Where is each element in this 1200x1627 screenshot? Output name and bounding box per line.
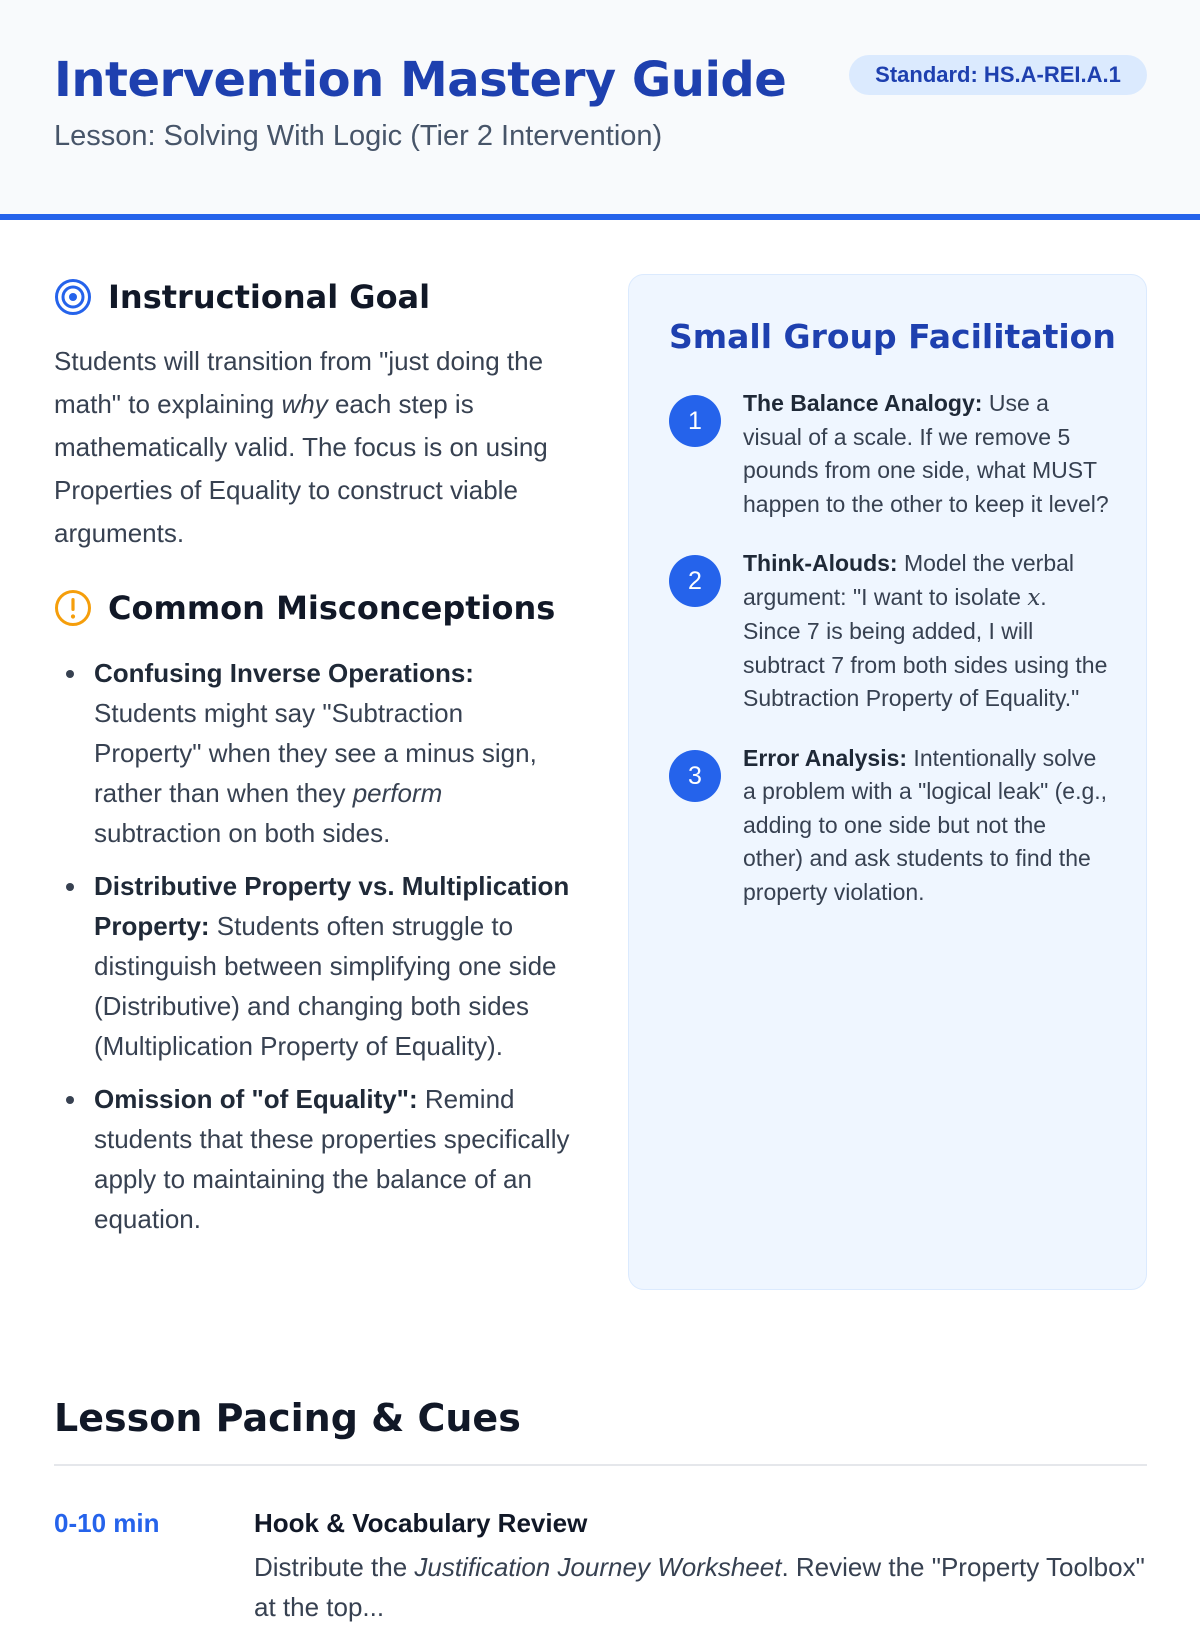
step-body: Use a visual of a scale. If we remove 5 pounds from one side, what MUST happen to the other to keep it level? — [743, 390, 1109, 517]
misconception-text: Students might say "Subtraction Property" when they see a minus sign, rather than when they — [94, 698, 537, 808]
list-item — [54, 653, 574, 853]
pacing-desc-part: Distribute the — [254, 1552, 415, 1582]
page-header — [0, 0, 1200, 220]
misconception-label: Distributive Property vs. Multiplication Property: — [94, 871, 570, 941]
step-number: 3 — [669, 750, 721, 802]
goal-text-part: each step is mathematically valid. The focus is on using Properties of Equality to construct viable arguments. — [54, 389, 548, 548]
instructional-goal-heading: Instructional Goal — [108, 278, 431, 316]
misconceptions-list — [54, 653, 574, 1239]
step-number: 2 — [669, 555, 721, 607]
lesson-subtitle: Lesson: Solving With Logic (Tier 2 Intervention) — [54, 120, 663, 152]
step-label: Error Analysis: — [743, 744, 908, 771]
list-item — [54, 866, 574, 1066]
instructional-goal-text — [54, 340, 574, 555]
step-label: Think-Alouds: — [743, 550, 898, 576]
pacing-desc-emphasis: Justification Journey Worksheet — [414, 1552, 782, 1582]
left-column — [54, 270, 574, 1252]
page-title: Intervention Mastery Guide — [54, 52, 787, 108]
step-body: . Since 7 is being added, I will subtract 7 from both sides using the Subtraction Property of Equality." — [743, 583, 1108, 711]
target-icon — [54, 278, 92, 316]
step-text — [743, 387, 1109, 521]
step-label: The Balance Analogy: — [743, 390, 983, 416]
small-group-facilitation-panel — [628, 274, 1147, 1290]
misconception-text: Remind students that these properties specifically apply to maintaining the balance of an equation. — [94, 1084, 570, 1234]
instructional-goal-header — [54, 270, 574, 324]
goal-text-part: Students will transition from "just doing the math" to explaining — [54, 346, 544, 419]
misconceptions-heading: Common Misconceptions — [108, 589, 556, 627]
goal-text-emphasis: why — [281, 389, 328, 419]
list-item — [54, 1079, 574, 1239]
step-body: Intentionally solve a problem with a "logical leak" (e.g., adding to one side but not the other) and ask students to find the property violation. — [743, 744, 1108, 905]
divider — [54, 1464, 1147, 1466]
step-text — [743, 742, 1109, 910]
facilitation-title: Small Group Facilitation — [669, 317, 1116, 356]
list-item — [669, 387, 1109, 521]
pacing-activity-description — [254, 1547, 1147, 1627]
lesson-pacing-heading: Lesson Pacing & Cues — [54, 1396, 521, 1440]
standard-badge: Standard: HS.A-REI.A.1 — [849, 55, 1147, 95]
step-number: 1 — [669, 395, 721, 447]
pacing-time: 0-10 min — [54, 1508, 160, 1538]
pacing-activity-title: Hook & Vocabulary Review — [254, 1508, 588, 1538]
list-item — [669, 547, 1109, 716]
misconceptions-header — [54, 581, 574, 635]
misconception-label: Omission of "of Equality": — [94, 1084, 418, 1114]
step-text — [743, 547, 1109, 716]
misconception-text: subtraction on both sides. — [94, 818, 391, 848]
alert-icon — [54, 589, 92, 627]
pacing-desc-part: . Review the "Property Toolbox" at the top... — [254, 1552, 1145, 1622]
misconception-label: Confusing Inverse Operations: — [94, 658, 474, 688]
misconception-text: Students often struggle to distinguish between simplifying one side (Distributive) and changing both sides (Multiplication Property of Equality). — [94, 911, 557, 1061]
misconception-emphasis: perform — [352, 778, 443, 808]
list-item — [669, 742, 1109, 910]
math-variable: x — [1027, 584, 1041, 611]
step-body: Model the verbal argument: "I want to isolate — [743, 550, 1075, 610]
facilitation-steps — [669, 387, 1109, 935]
